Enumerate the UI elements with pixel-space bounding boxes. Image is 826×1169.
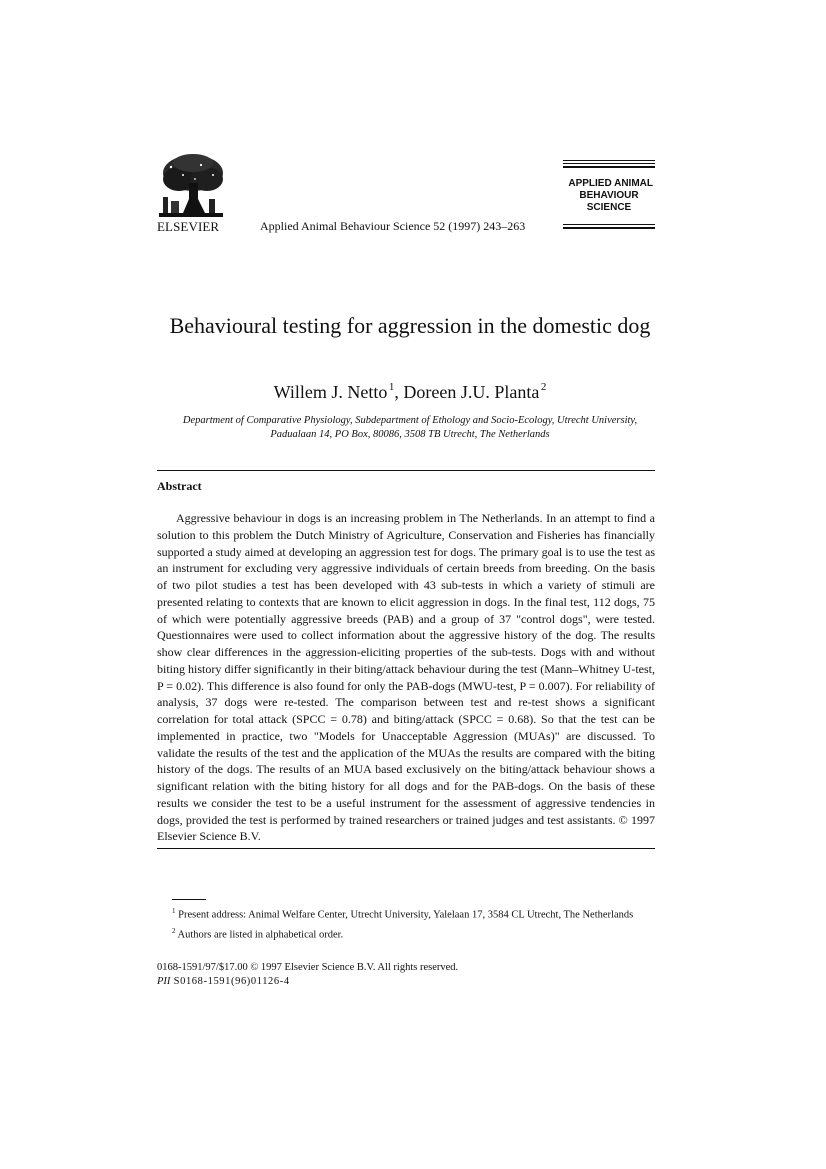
pii-value: S0168-1591(96)01126-4 <box>173 976 290 987</box>
copyright-line: 0168-1591/97/$17.00 © 1997 Elsevier Science B.V. All rights reserved. <box>157 962 459 973</box>
footnote-text: Authors are listed in alphabetical order. <box>177 929 344 940</box>
abstract-top-rule <box>157 470 655 471</box>
journal-rule-bottom <box>563 227 655 229</box>
abstract-bottom-rule <box>157 848 655 849</box>
journal-citation: Applied Animal Behaviour Science 52 (1997) 243–263 <box>260 219 526 233</box>
journal-badge-line: BEHAVIOUR <box>579 190 639 201</box>
author-name: Doreen J.U. Planta <box>403 382 540 402</box>
author-name: Willem J. Netto <box>273 382 388 402</box>
pii-line <box>157 976 290 987</box>
author-separator: , <box>394 382 404 402</box>
author-footnote-mark: 2 <box>540 381 547 393</box>
publisher-name: ELSEVIER <box>157 219 220 234</box>
footnote <box>157 924 655 943</box>
journal-badge-line: APPLIED ANIMAL <box>568 178 653 189</box>
footnote-mark: 2 <box>172 926 176 935</box>
journal-badge <box>563 178 655 214</box>
journal-rule-top <box>563 160 655 161</box>
author-list <box>150 381 670 403</box>
pii-label: PII <box>157 976 171 987</box>
footnotes <box>157 904 655 943</box>
article-title: Behavioural testing for aggression in the domestic dog <box>169 313 651 338</box>
abstract-heading: Abstract <box>157 479 202 493</box>
footnote-rule <box>172 899 206 900</box>
journal-rule-bottom <box>563 224 655 225</box>
journal-rule-top <box>563 166 655 168</box>
footnote <box>157 904 655 923</box>
author-footnote-mark: 1 <box>388 381 395 393</box>
footnote-mark: 1 <box>172 907 176 915</box>
journal-rule-top <box>563 163 655 164</box>
footnote-text: Present address: Animal Welfare Center, Utrecht University, Yalelaan 17, 3584 CL Utrecht, The Netherlands <box>178 909 634 921</box>
journal-badge-line: SCIENCE <box>586 202 632 213</box>
elsevier-tree-logo-icon <box>157 153 225 219</box>
abstract-text: Aggressive behaviour in dogs is an increasing problem in The Netherlands. In an attempt to find a solution to this problem the Dutch Ministry of Agriculture, Conservation and Fisheries has financially supported a study aimed at developing an aggression test for dogs. The primary goal is to use the test as an instrument for excluding very aggressive individuals of certain breeds from breeding. On the basis of two pilot studies a test has been developed with 43 sub-tests in which a variety of stimuli are presented relating to contexts that are known to elicit aggression in dogs. In the final test, 112 dogs, 75 of which were potentially aggressive breeds (PAB) and a group of 37 "control dogs", were tested. Questionnaires were used to collect information about the aggressive history of the dog. The results show clear differences in the aggression-eliciting properties of the sub-tests. Dogs with and without biting history differ significantly in their biting/attack behaviour during the test (Mann–Whitney U-test, P = 0.02). This difference is also found for only the PAB-dogs (MWU-test, P = 0.007). For reliability of analysis, 37 dogs were re-tested. The comparison between test and re-test shows a significant correlation for total attack (SPCC = 0.78) and biting/attack (SPCC = 0.68). So that the test can be implemented in practice, two "Models for Unacceptable Aggression (MUAs)" are discussed. To validate the results of the test and the application of the MUAs the results are compared with the biting history of the dogs. The results of an MUA based exclusively on the biting/attack behaviour shows a significant relation with the biting history for all dogs and for the PAB-dogs. On the basis of these results we consider the test to be a useful instrument for the assessment of aggressive tendencies in dogs, provided the test is performed by trained researchers or trained judges and test assistants. © 1997 Elsevier Science B.V. <box>157 511 655 844</box>
author-affiliation: Department of Comparative Physiology, Subdepartment of Ethology and Socio-Ecology, Utrecht University, Padualaan 14, PO Box, 80086, 3508 TB Utrecht, The Netherlands <box>182 415 638 440</box>
